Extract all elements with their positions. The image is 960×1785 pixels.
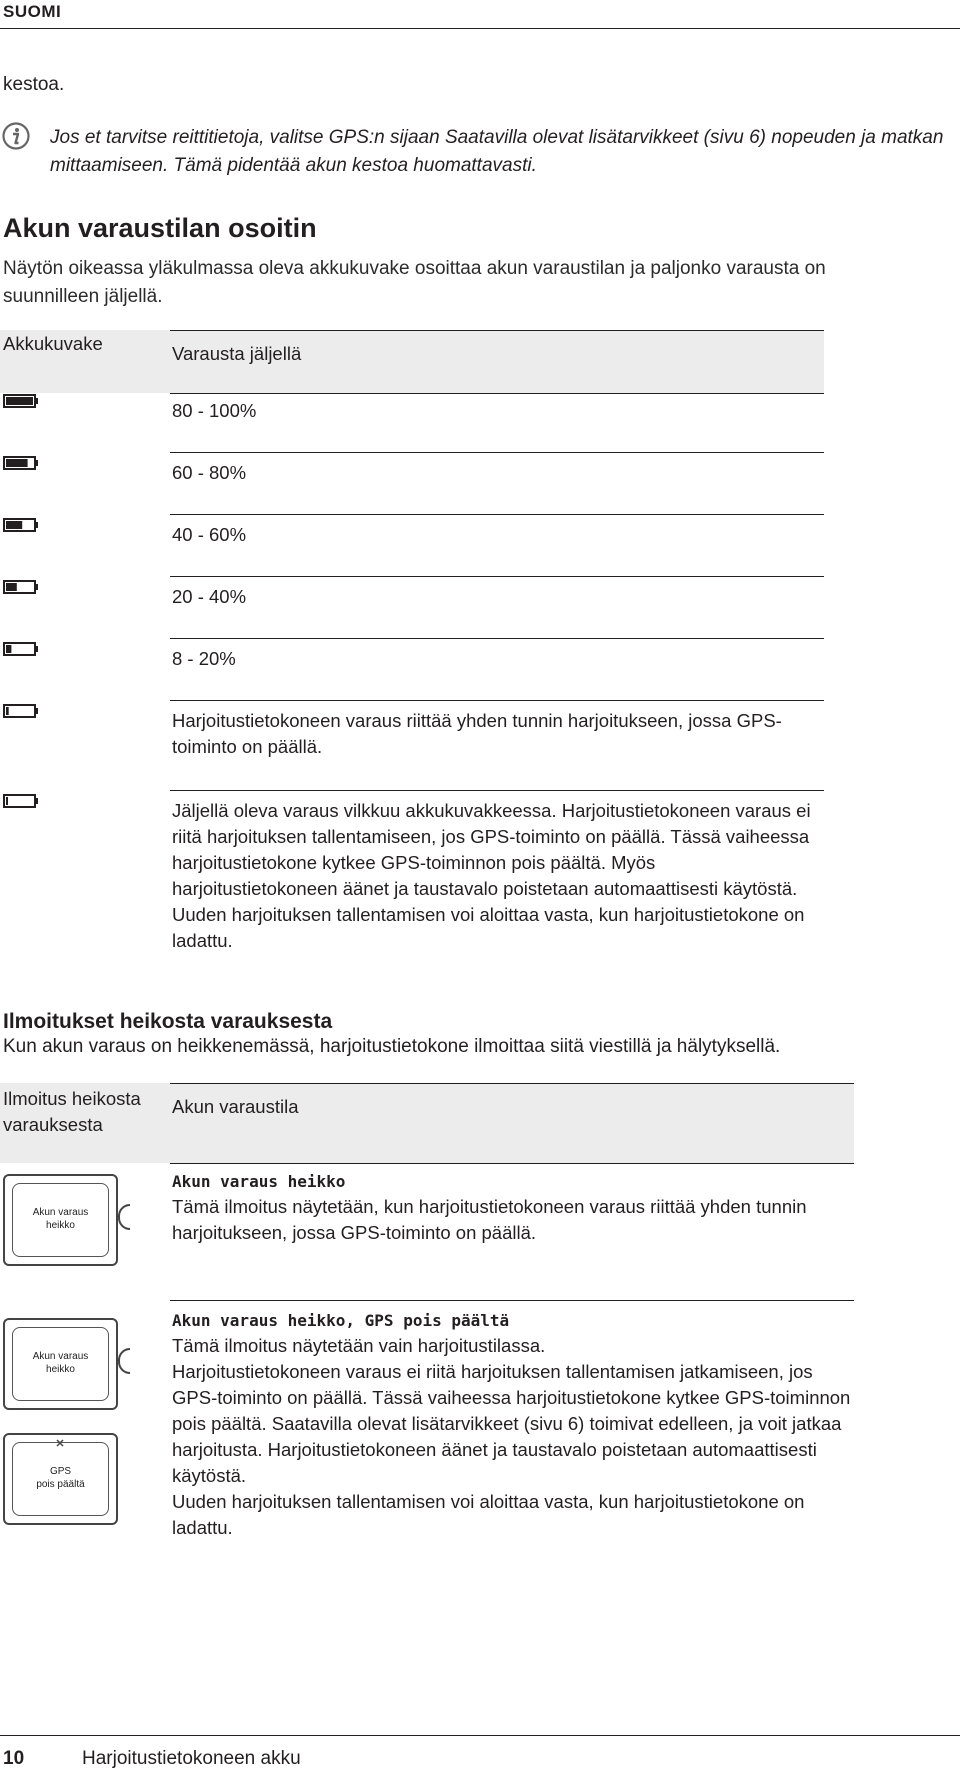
notification-heading-suffix: , GPS pois päältä (345, 1311, 510, 1330)
watch-screen (12, 1327, 109, 1401)
battery-level-text: 20 - 40% (172, 586, 247, 607)
table-rule (170, 638, 824, 639)
info-icon (2, 122, 30, 150)
watch-button (118, 1204, 130, 1230)
table-rule (170, 576, 824, 577)
watch-display-low-battery (3, 1318, 118, 1410)
battery-level-text: 60 - 80% (172, 462, 247, 483)
table-rule (170, 1163, 854, 1164)
table-header-shade (170, 1083, 854, 1163)
battery-4-bars-icon (3, 456, 39, 470)
section-title-low-battery: Ilmoitukset heikosta varauksesta (3, 1010, 333, 1033)
table-header-state: Akun varaustila (172, 1096, 299, 1117)
battery-level-text: 40 - 60% (172, 524, 247, 545)
table-header-icon: Akkukuvake (3, 333, 103, 354)
table-rule (170, 790, 824, 791)
watch-screen (12, 1442, 109, 1516)
battery-low-bar-icon (3, 704, 39, 718)
footer-divider (0, 1735, 960, 1736)
battery-level-text: 80 - 100% (172, 400, 257, 421)
watch-button (118, 1348, 130, 1374)
battery-empty-icon (3, 794, 39, 808)
notification-heading-text: Akun varaus heikko (172, 1311, 346, 1330)
table-rule (170, 452, 824, 453)
footer-title: Harjoitustietokoneen akku (82, 1748, 301, 1769)
table-rule (170, 330, 824, 331)
table-rule (170, 514, 824, 515)
table-rule (170, 700, 824, 701)
watch-screen-text: GPS pois päältä (36, 1466, 85, 1490)
notification-heading (172, 1307, 509, 1334)
battery-2-bars-icon (3, 580, 39, 594)
table-rule (170, 1083, 854, 1084)
watch-display-low-battery (3, 1174, 118, 1266)
table-rule (170, 393, 824, 394)
section-intro-battery-indicator: Näytön oikeassa yläkulmassa oleva akkukuvake osoittaa akun varaustilan ja paljonko varausta on suunnilleen jäljellä. (3, 258, 826, 307)
watch-screen-text: Akun varaus heikko (32, 1351, 89, 1375)
satellite-icon (55, 1438, 65, 1448)
notification-heading (172, 1168, 345, 1195)
notification-body: Tämä ilmoitus näytetään vain harjoitustilassa. Harjoitustietokoneen varaus ei riitä harjoituksen tallentamisen jatkamiseen, jos GPS-toiminto on päällä. Tässä vaiheessa harjoitustietokone kytkee GPS-toiminnon pois päältä. Saatavilla olevat lisätarvikkeet (sivu 6) toimivat edelleen, ja voit jatkaa harjoitusta. Harjoitustietokoneen äänet ja taustavalo poistetaan automaattisesti käytöstä. Uuden harjoituksen tallentamisen voi aloittaa vasta, kun harjoitustietokone on ladattu. (172, 1335, 851, 1538)
notification-heading-text: Akun varaus heikko (172, 1172, 346, 1191)
header-divider (0, 28, 960, 29)
watch-screen-text: Akun varaus heikko (32, 1207, 89, 1231)
page-number: 10 (3, 1748, 25, 1769)
section-title-battery-indicator: Akun varaustilan osoitin (3, 213, 317, 243)
watch-display-gps-off (3, 1433, 118, 1525)
watch-screen (12, 1183, 109, 1257)
battery-3-bars-icon (3, 518, 39, 532)
battery-1-bar-icon (3, 642, 39, 656)
table-header-remaining: Varausta jäljellä (172, 343, 302, 364)
battery-level-text: Harjoitustietokoneen varaus riittää yhden tunnin harjoitukseen, jossa GPS-toiminto on päällä. (172, 710, 782, 757)
gps-note: Jos et tarvitse reittitietoja, valitse GPS:n sijaan Saatavilla olevat lisätarvikkeet (sivu 6) nopeuden ja matkan mittaamiseen. Tämä pidentää akun kestoa huomattavasti. (50, 127, 944, 176)
notification-body: Tämä ilmoitus näytetään, kun harjoitustietokoneen varaus riittää yhden tunnin harjoitukseen, jossa GPS-toiminto on päällä. (172, 1196, 807, 1243)
continued-text: kestoa. (3, 74, 65, 95)
language-header: SUOMI (3, 2, 62, 21)
battery-level-text: 8 - 20% (172, 648, 236, 669)
table-header-notification: Ilmoitus heikosta varauksesta (3, 1088, 141, 1135)
section-intro-low-battery: Kun akun varaus on heikkenemässä, harjoitustietokone ilmoittaa siitä viestillä ja hälytyksellä. (3, 1036, 781, 1057)
battery-5-bars-icon (3, 394, 39, 408)
battery-level-text: Jäljellä oleva varaus vilkkuu akkukuvakkeessa. Harjoitustietokoneen varaus ei riitä harjoituksen tallentamiseen, jos GPS-toiminto on päällä. Tässä vaiheessa harjoitustietokone kytkee GPS-toiminnon pois päältä. Myös harjoitustietokoneen äänet ja taustavalo poistetaan automaattisesti käytöstä. Uuden harjoituksen tallentamisen voi aloittaa vasta, kun harjoitustietokone on ladattu. (172, 800, 811, 951)
table-rule (170, 1300, 854, 1301)
